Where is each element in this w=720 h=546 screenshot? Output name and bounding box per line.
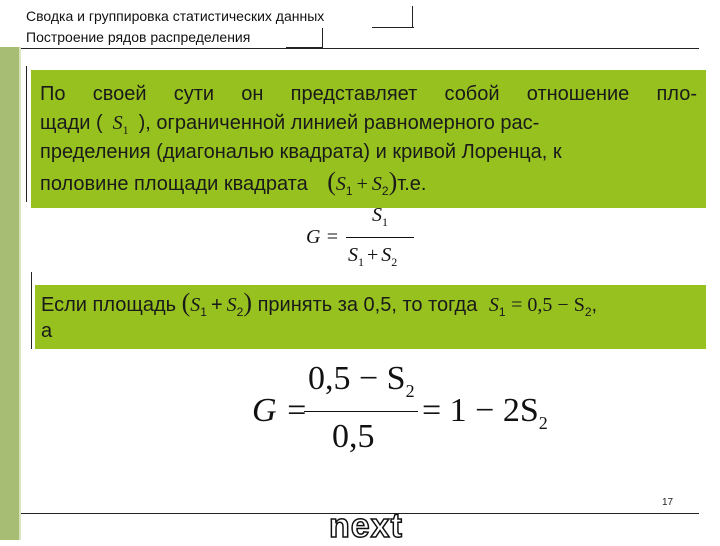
page-title: Сводка и группировка статистических данных [26,8,325,24]
header-divider [21,48,699,49]
box2-side-line [31,272,32,349]
gini-formula-basic: G = $S_1$ $S_1 + S_2$ [306,204,416,274]
condition-line: а [41,320,53,342]
page-subtitle: Построение рядов распределения [26,29,251,45]
header-decor-line [412,6,413,28]
header-decor-line [372,27,414,28]
gini-formula-result: G = $0,5 - S_2$ 0,5 = $1 - 2S_2$ [252,360,548,455]
text-block-condition [35,285,706,349]
slide-number: 17 [662,497,674,508]
definition-line: пределения (диагональю квадрата) и кривой Лоренца, к [40,141,562,163]
text-block-definition [31,70,706,208]
condition-line: Если площадь $(S_1 + S_2)$ принять за 0,5, то тогда $S_1 = 0,5 - S_2$, [41,288,598,319]
left-decorative-bar-edge [19,47,21,540]
definition-line: По своей сути он представляет собой отношение пло- [40,83,697,105]
box1-side-line [26,66,27,202]
definition-line: щади ( $S_1$ ), ограниченной линией равномерного рас- [40,112,540,137]
left-decorative-bar [0,47,19,540]
definition-line: половине площади квадрата $(S_1 + S_2)т.е$. [40,167,427,198]
next-button[interactable]: next [329,507,403,545]
header-decor-line [322,28,323,48]
